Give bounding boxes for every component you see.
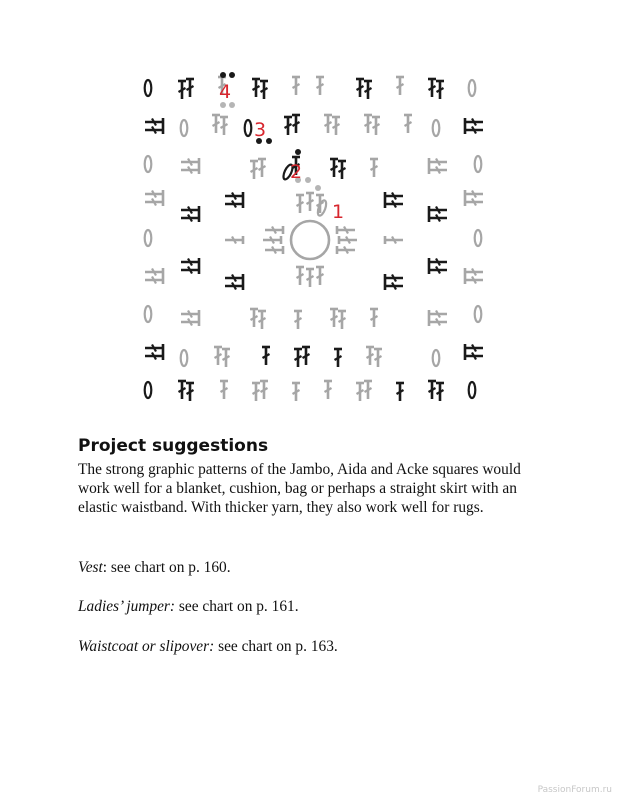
round-two-ring [225, 157, 403, 329]
reference-jumper-label: Ladies’ jumper: [78, 598, 176, 615]
round-label-3: 3 [254, 119, 267, 141]
reference-vest-label: Vest [78, 559, 103, 576]
round-label-1: 1 [332, 201, 345, 223]
reference-vest-text: : see chart on p. 160. [102, 559, 231, 576]
reference-jumper-text: see chart on p. 161. [175, 598, 299, 615]
start-markers [220, 72, 321, 191]
outer-round-bottom [145, 381, 476, 401]
outer-round-left [145, 118, 163, 360]
chart-bounds [138, 72, 490, 412]
outer-round-top [145, 77, 476, 99]
section-heading: Project suggestions [78, 436, 269, 456]
reference-vest [78, 558, 231, 577]
crochet-square-chart [138, 72, 490, 412]
round-label-4: 4 [219, 81, 232, 103]
reference-ladies-jumper [78, 597, 299, 616]
reference-waistcoat [78, 637, 338, 656]
round-label-2: 2 [290, 161, 303, 183]
outer-round-right [465, 118, 483, 360]
project-paragraph: The strong graphic patterns of the Jambo, Aida and Acke squares would work well for a blanket, cushion, bag or perhaps a straight skirt with an elastic waistband. With thicker yarn, they also work well for rugs. [78, 461, 521, 516]
watermark: PassionForum.ru [537, 785, 612, 795]
reference-waistcoat-label: Waistcoat or slipover: [78, 638, 215, 655]
round-three-ring [181, 115, 447, 367]
reference-waistcoat-text: see chart on p. 163. [214, 638, 338, 655]
